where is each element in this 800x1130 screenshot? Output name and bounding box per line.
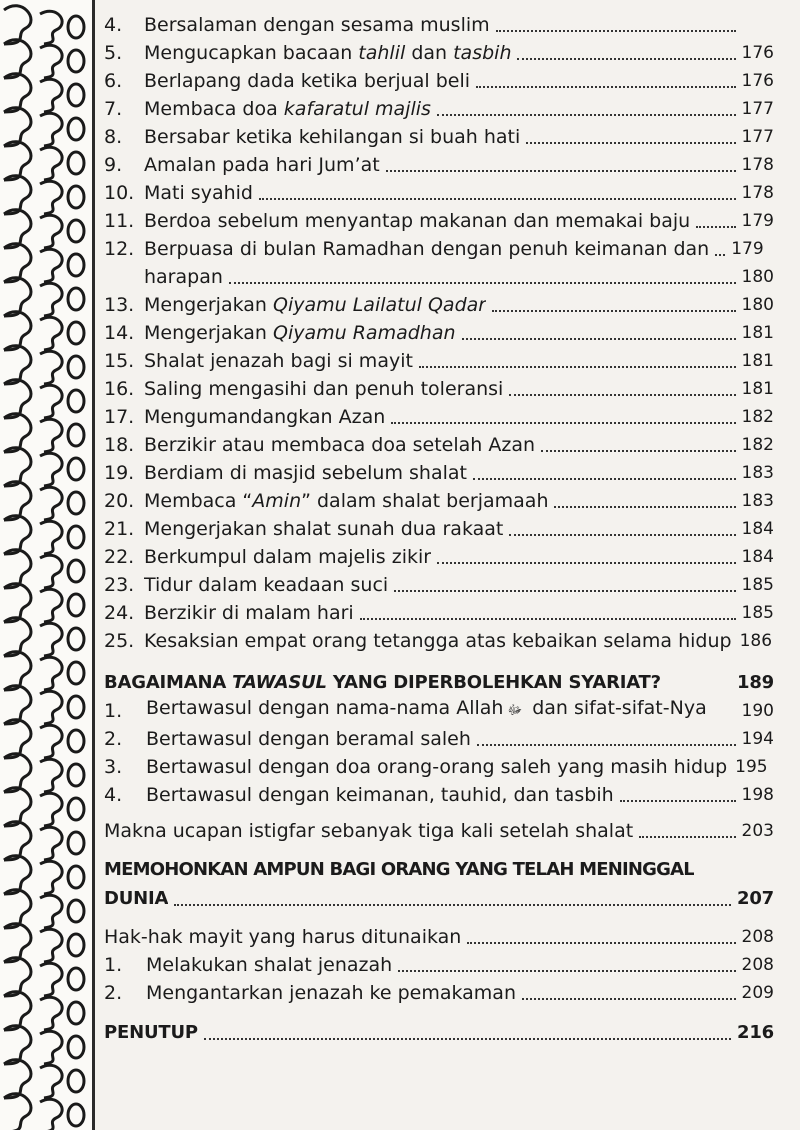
entry-title: Hak-hak mayit yang harus ditunaikan xyxy=(104,926,462,948)
entry-number: 14. xyxy=(104,322,135,344)
leader-dots xyxy=(492,309,735,312)
entry-number: 4. xyxy=(104,14,123,36)
entry-page: 184 xyxy=(741,519,774,539)
toc-entry-19 xyxy=(104,456,774,484)
toc-entry-17 xyxy=(104,400,774,428)
entry-title: Mengerjakan Qiyamu Ramadhan xyxy=(144,322,456,344)
leader-dots xyxy=(360,617,736,620)
leader-dots xyxy=(204,1037,731,1040)
entry-number: 11. xyxy=(104,210,135,232)
leader-dots xyxy=(174,903,731,906)
entry-page: 176 xyxy=(741,43,774,63)
entry-title: Mengerjakan shalat sunah dua rakaat xyxy=(144,518,504,540)
leader-dots xyxy=(696,225,735,228)
toc-entry-13 xyxy=(104,288,774,316)
entry-title: Bertawasul dengan beramal saleh xyxy=(146,728,471,750)
entry-page: 203 xyxy=(741,821,774,841)
entry-page: 184 xyxy=(741,547,774,567)
entry-number: 23. xyxy=(104,574,135,596)
entry-number: 10. xyxy=(104,182,135,204)
toc-entry-5 xyxy=(104,36,774,64)
entry-title: Makna ucapan istigfar sebanyak tiga kali setelah shalat xyxy=(104,820,634,842)
entry-number: 1. xyxy=(104,954,123,976)
entry-number: 8. xyxy=(104,126,123,148)
entry-number: 5. xyxy=(104,42,123,64)
entry-page: 195 xyxy=(735,757,768,777)
toc-entry-12-line1 xyxy=(104,232,774,260)
entry-title: Tidur dalam keadaan suci xyxy=(144,574,389,596)
section-page: 207 xyxy=(737,888,774,909)
leader-dots xyxy=(473,477,736,480)
entry-number: 9. xyxy=(104,154,123,176)
entry-title: Mengerjakan Qiyamu Lailatul Qadar xyxy=(144,294,487,316)
tawasul-item-4 xyxy=(104,778,774,806)
entry-title: Berdoa sebelum menyantap makanan dan memakai baju xyxy=(144,210,691,232)
entry-number: 1. xyxy=(104,700,123,722)
leader-dots xyxy=(386,169,736,172)
entry-title-continued: harapan xyxy=(144,266,223,288)
entry-title: Saling mengasihi dan penuh toleransi xyxy=(144,378,504,400)
section-heading-penutup xyxy=(104,1016,774,1044)
ornament-motif xyxy=(4,1094,84,1130)
toc-entry-24 xyxy=(104,596,774,624)
leader-dots xyxy=(509,533,735,536)
entry-title: Amalan pada hari Jum’at xyxy=(144,154,380,176)
section-title: MEMOHONKAN AMPUN BAGI ORANG YANG TELAH MENINGGAL xyxy=(104,859,694,880)
entry-title: Berzikir di malam hari xyxy=(144,602,354,624)
toc-entry-istigfar xyxy=(104,814,774,842)
entry-page: 179 xyxy=(741,211,774,231)
entry-page: 179 xyxy=(731,239,764,259)
entry-number: 15. xyxy=(104,350,135,372)
toc-entry-9 xyxy=(104,148,774,176)
entry-number: 18. xyxy=(104,434,135,456)
entry-title: Mengumandangkan Azan xyxy=(144,406,386,428)
toc-entry-20 xyxy=(104,484,774,512)
leader-dots xyxy=(554,505,735,508)
leader-dots xyxy=(639,835,735,838)
leader-dots xyxy=(229,281,736,284)
toc-entry-6 xyxy=(104,64,774,92)
entry-number: 17. xyxy=(104,406,135,428)
toc-entry-21 xyxy=(104,512,774,540)
entry-number: 22. xyxy=(104,546,135,568)
toc-entry-8 xyxy=(104,120,774,148)
entry-number: 19. xyxy=(104,462,135,484)
entry-number: 12. xyxy=(104,238,135,260)
leader-dots xyxy=(394,589,735,592)
leader-dots xyxy=(509,393,735,396)
entry-title: Bersabar ketika kehilangan si buah hati xyxy=(144,126,521,148)
entry-page: 182 xyxy=(741,407,774,427)
entry-title: Membaca “Amin” dalam shalat berjamaah xyxy=(144,490,549,512)
table-of-contents xyxy=(104,8,774,1120)
entry-page: 178 xyxy=(741,155,774,175)
toc-entry-18 xyxy=(104,428,774,456)
entry-page: 194 xyxy=(741,729,774,749)
entry-number: 24. xyxy=(104,602,135,624)
leader-dots xyxy=(477,743,736,746)
entry-page: 178 xyxy=(741,183,774,203)
entry-page: 177 xyxy=(741,99,774,119)
entry-page: 180 xyxy=(741,267,774,287)
leader-dots xyxy=(467,941,735,944)
leader-dots xyxy=(541,449,736,452)
entry-page: 186 xyxy=(739,631,773,651)
toc-entry-hak-mayit xyxy=(104,920,774,948)
entry-number: 25. xyxy=(104,630,135,652)
leader-dots xyxy=(437,113,736,116)
entry-number: 7. xyxy=(104,98,123,120)
entry-page: 185 xyxy=(741,575,774,595)
entry-title: Berzikir atau membaca doa setelah Azan xyxy=(144,434,536,456)
entry-title: Bertawasul dengan keimanan, tauhid, dan tasbih xyxy=(146,784,614,806)
entry-number: 4. xyxy=(104,784,123,806)
allah-glyph: ﷻ xyxy=(507,703,523,718)
section-page: 216 xyxy=(737,1022,774,1043)
leader-dots xyxy=(437,561,735,564)
tawasul-item-1 xyxy=(104,694,774,722)
entry-page: 182 xyxy=(741,435,774,455)
section-heading-ampun-line1 xyxy=(104,856,774,882)
entry-page: 190 xyxy=(741,701,774,721)
leader-dots xyxy=(526,141,735,144)
entry-title: Bertawasul dengan nama-nama Allah ﷻ dan sifat-sifat-Nya xyxy=(146,697,707,719)
entry-page: 183 xyxy=(741,491,774,511)
toc-entry-12-line2 xyxy=(104,260,774,288)
toc-entry-16 xyxy=(104,372,774,400)
entry-title: Mengantarkan jenazah ke pemakaman xyxy=(146,982,516,1004)
leader-dots xyxy=(715,253,725,256)
toc-entry-4 xyxy=(104,8,774,36)
toc-entry-14 xyxy=(104,316,774,344)
entry-title: Berlapang dada ketika berjual beli xyxy=(144,70,470,92)
entry-number: 2. xyxy=(104,982,123,1004)
leader-dots xyxy=(522,997,736,1000)
leader-dots xyxy=(419,365,736,368)
entry-page: 177 xyxy=(741,127,774,147)
toc-entry-15 xyxy=(104,344,774,372)
entry-page: 208 xyxy=(741,927,774,947)
entry-title: Berkumpul dalam majelis zikir xyxy=(144,546,432,568)
entry-number: 20. xyxy=(104,490,135,512)
section-title-continued: DUNIA xyxy=(104,888,169,909)
entry-title: Kesaksian empat orang tetangga atas kebaikan selama hidup xyxy=(144,630,732,652)
entry-title: Berpuasa di bulan Ramadhan dengan penuh keimanan dan xyxy=(144,238,710,260)
leader-dots xyxy=(391,421,735,424)
leader-dots xyxy=(398,969,735,972)
leader-dots xyxy=(496,29,736,32)
toc-entry-7 xyxy=(104,92,774,120)
section-title: PENUTUP xyxy=(104,1022,198,1043)
leader-dots xyxy=(259,197,736,200)
entry-title: Mati syahid xyxy=(144,182,253,204)
entry-page: 181 xyxy=(741,351,774,371)
entry-title: Shalat jenazah bagi si mayit xyxy=(144,350,413,372)
leader-dots xyxy=(620,799,736,802)
ornament-pattern xyxy=(0,0,92,1130)
section-heading-tawasul xyxy=(104,666,774,694)
entry-number: 6. xyxy=(104,70,123,92)
entry-number: 16. xyxy=(104,378,135,400)
entry-page: 181 xyxy=(741,323,774,343)
ampun-item-1 xyxy=(104,948,774,976)
toc-entry-11 xyxy=(104,204,774,232)
section-page: 189 xyxy=(737,672,774,693)
ampun-item-2 xyxy=(104,976,774,1004)
toc-entry-10 xyxy=(104,176,774,204)
leader-dots xyxy=(476,85,736,88)
tawasul-item-3 xyxy=(104,750,774,778)
entry-number: 2. xyxy=(104,728,123,750)
entry-title: Bertawasul dengan doa orang-orang saleh yang masih hidup xyxy=(146,756,728,778)
entry-page: 208 xyxy=(741,955,774,975)
entry-page: 180 xyxy=(741,295,774,315)
entry-title: Membaca doa kafaratul majlis xyxy=(144,98,431,120)
entry-title: Mengucapkan bacaan tahlil dan tasbih xyxy=(144,42,512,64)
entry-page: 183 xyxy=(741,463,774,483)
toc-entry-25 xyxy=(104,624,774,652)
section-title: BAGAIMANA TAWASUL YANG DIPERBOLEHKAN SYARIAT? xyxy=(104,672,661,693)
ornamental-border xyxy=(0,0,95,1130)
entry-number: 3. xyxy=(104,756,123,778)
entry-page: 198 xyxy=(741,785,774,805)
entry-page: 209 xyxy=(741,983,774,1003)
section-heading-ampun-line2 xyxy=(104,882,774,910)
leader-dots xyxy=(462,337,736,340)
entry-title: Bersalaman dengan sesama muslim xyxy=(144,14,490,36)
entry-page: 185 xyxy=(741,603,774,623)
entry-number: 21. xyxy=(104,518,135,540)
toc-entry-22 xyxy=(104,540,774,568)
entry-page: 181 xyxy=(741,379,774,399)
toc-entry-23 xyxy=(104,568,774,596)
entry-title: Berdiam di masjid sebelum shalat xyxy=(144,462,467,484)
entry-title: Melakukan shalat jenazah xyxy=(146,954,393,976)
tawasul-item-2 xyxy=(104,722,774,750)
entry-page: 176 xyxy=(741,71,774,91)
entry-number: 13. xyxy=(104,294,135,316)
leader-dots xyxy=(517,57,735,60)
